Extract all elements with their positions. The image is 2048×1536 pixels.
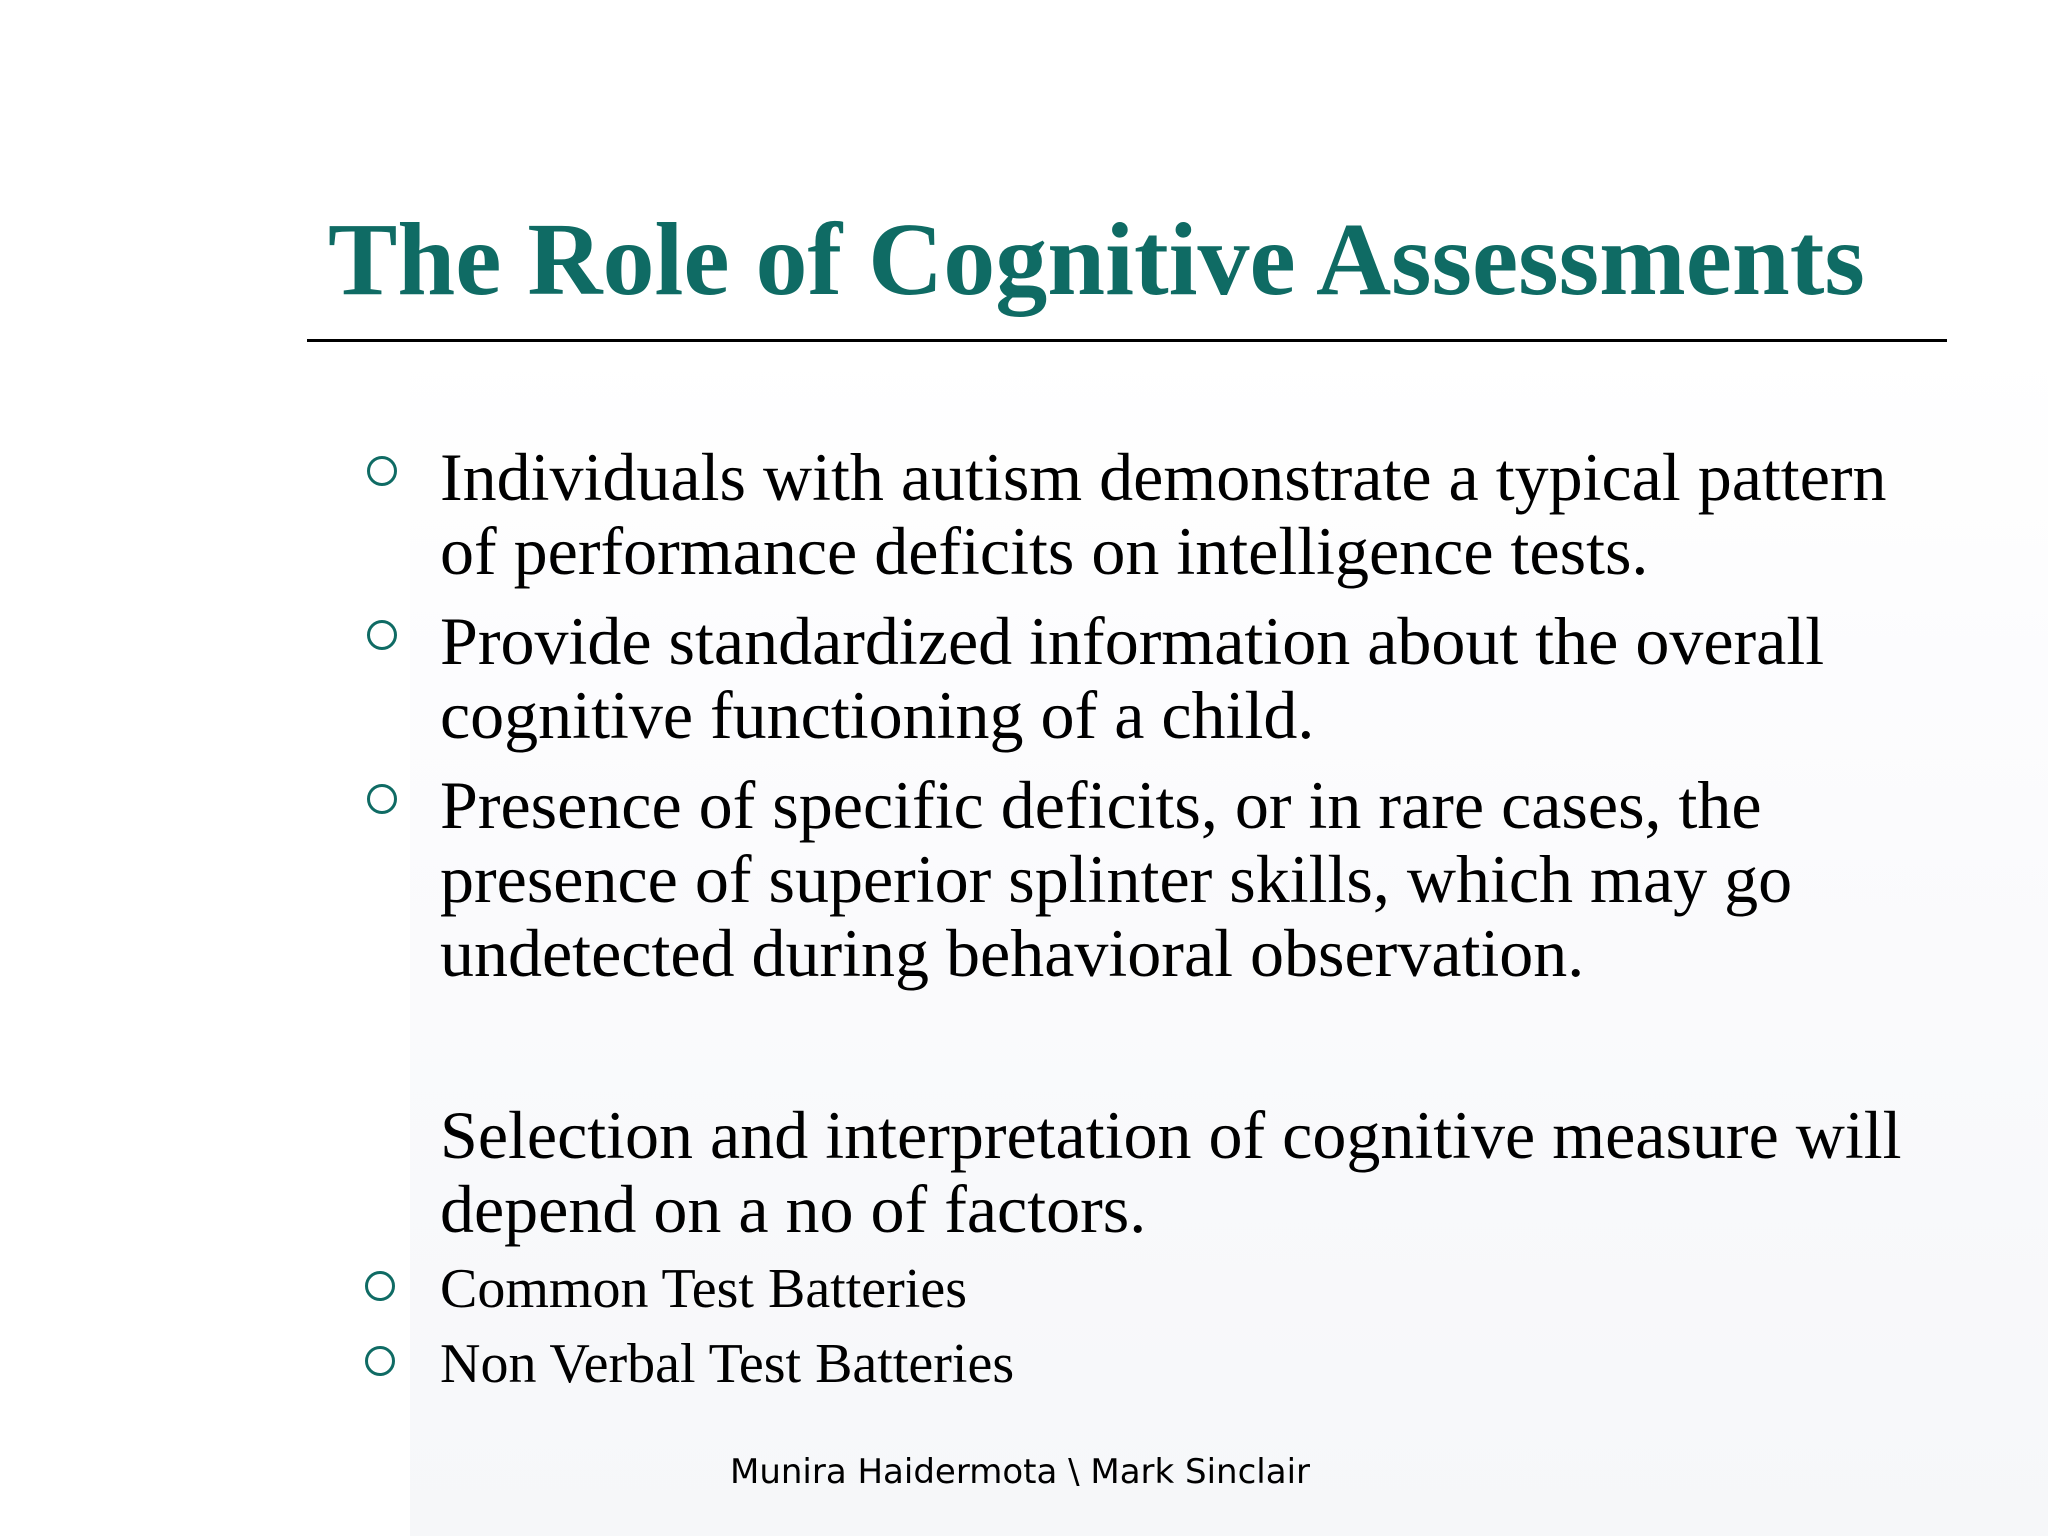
title-divider [307, 339, 1947, 342]
bullet-circle-icon [367, 784, 397, 814]
slide-footer [0, 1450, 2048, 1494]
bullet-item: Provide standardized information about the overall cognitive functioning of a child. [440, 603, 1825, 753]
bullet-circle-icon [367, 620, 397, 650]
sub-bullet-item: Non Verbal Test Batteries [440, 1333, 1015, 1395]
sub-bullet-item: Common Test Batteries [440, 1258, 967, 1320]
selection-paragraph: Selection and interpretation of cognitive measure will depend on a no of factors. [440, 1097, 1902, 1247]
bullet-item: Individuals with autism demonstrate a typical pattern of performance deficits on intelligence tests. [440, 439, 1887, 589]
bullet-circle-icon [365, 1271, 395, 1301]
bullet-item: Presence of specific deficits, or in rare cases, the presence of superior splinter skills, which may go undetected during behavioral observation. [440, 767, 1793, 991]
bullet-circle-icon [365, 1346, 395, 1376]
footer-authors: Munira Haidermota \ Mark Sinclair [729, 1452, 1310, 1492]
slide-title: The Role of Cognitive Assessments [328, 202, 1865, 317]
bullet-circle-icon [367, 456, 397, 486]
